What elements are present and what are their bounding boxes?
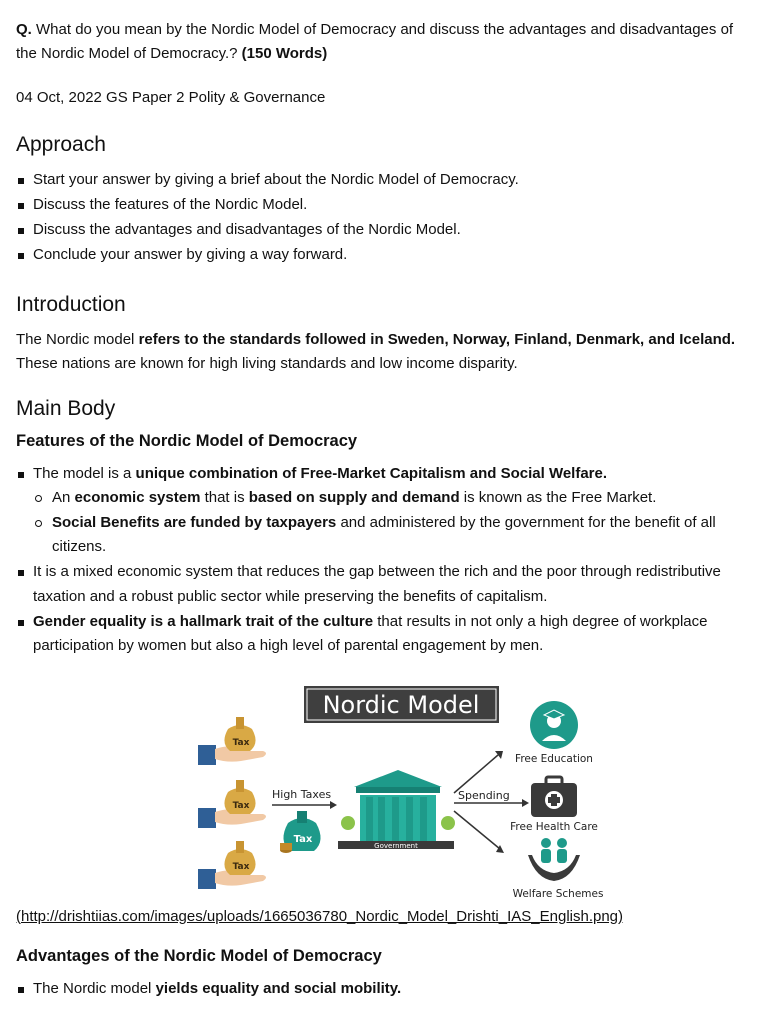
government-building [338, 770, 455, 850]
taxpayer-hand-2 [198, 780, 266, 828]
question-text: What do you mean by the Nordic Model of Democracy and discuss the advantages and disadvantages of the Nordic Model of Democracy.? [16, 21, 734, 62]
free-education-label: Free Education [515, 752, 593, 765]
feature-bold: Gender equality is a hallmark trait of the culture [33, 612, 374, 630]
intro-text: The Nordic model [16, 330, 139, 348]
approach-heading: Approach [16, 133, 106, 156]
arrow-to-welfare [454, 811, 500, 849]
b: Social Benefits are funded by taxpayers [52, 513, 337, 531]
list-item: It is a mixed economic system that reduces the gap between the rich and the poor through redistributive taxation and a robust public sector while preserving the benefits of capitalism. [16, 560, 752, 609]
features-list [16, 462, 752, 659]
sub-list [33, 486, 752, 560]
main-body-heading: Main Body [16, 396, 116, 420]
source-link[interactable]: (http://drishtiias.com/images/uploads/1665036780_Nordic_Model_Drishti_IAS_English.png) [16, 907, 624, 925]
sub-list-item [33, 486, 752, 511]
advantages-list [16, 977, 752, 1002]
list-item [16, 462, 752, 560]
spending-label: Spending [458, 788, 510, 802]
question-word-limit: (150 Words) [241, 45, 328, 62]
graduate-icon [530, 701, 578, 749]
advantages-heading: Advantages of the Nordic Model of Democracy [16, 946, 382, 965]
collected-tax-bag [280, 811, 321, 853]
t: that is [200, 489, 249, 506]
list-item: Discuss the features of the Nordic Model. [16, 193, 752, 218]
advantage-bold: yields equality and social mobility. [155, 979, 402, 997]
b: economic system [74, 489, 201, 506]
welfare-family-icon [528, 838, 580, 881]
sub-list-item [33, 511, 752, 560]
list-item [16, 610, 752, 659]
taxpayer-hand-1 [198, 717, 266, 765]
free-health-care-label: Free Health Care [510, 820, 598, 833]
list-item: Discuss the advantages and disadvantages of the Nordic Model. [16, 218, 752, 243]
t: An [52, 489, 75, 506]
list-item [16, 977, 752, 1002]
feature-bold: unique combination of Free-Market Capitalism and Social Welfare. [135, 464, 608, 482]
feature-text: The model is a [33, 464, 136, 482]
introduction-heading: Introduction [16, 292, 126, 316]
taxpayer-hand-3 [198, 841, 266, 889]
list-item: Start your answer by giving a brief about the Nordic Model of Democracy. [16, 168, 752, 193]
tax-bag-label: Tax [232, 861, 250, 872]
question-prefix: Q. [16, 21, 32, 38]
tax-bag-label: Tax [232, 800, 250, 811]
question-paragraph [16, 18, 752, 66]
intro-text-2: These nations are known for high living standards and low income disparity. [16, 354, 518, 372]
introduction-paragraph [16, 328, 752, 376]
t: and administered by the government for the benefit of all citizens. [52, 513, 716, 555]
figure-title: Nordic Model [322, 690, 480, 719]
feature-text: that results in not only a high degree of workplace participation by women but also a high level of parental engagement by men. [33, 612, 708, 654]
tax-bag-label: Tax [232, 737, 250, 748]
features-heading: Features of the Nordic Model of Democracy [16, 431, 358, 450]
intro-bold: refers to the standards followed in Sweden, Norway, Finland, Denmark, and Iceland. [138, 330, 736, 348]
high-taxes-label: High Taxes [272, 787, 332, 801]
welfare-schemes-label: Welfare Schemes [512, 887, 604, 900]
date-line: 04 Oct, 2022 GS Paper 2 Polity & Governance [16, 89, 326, 106]
source-link-paragraph [16, 905, 752, 929]
nordic-model-figure [182, 683, 612, 901]
medical-kit-icon [531, 777, 577, 817]
list-item: Conclude your answer by giving a way forward. [16, 243, 752, 268]
advantage-text: The Nordic model [33, 979, 156, 997]
government-label: Government [374, 841, 418, 850]
t: is known as the Free Market. [459, 489, 657, 506]
approach-list [16, 168, 752, 268]
b: based on supply and demand [248, 489, 460, 506]
figure-title-banner [304, 686, 499, 723]
tax-bag-label: Tax [293, 833, 313, 845]
arrow-to-education [454, 755, 498, 793]
